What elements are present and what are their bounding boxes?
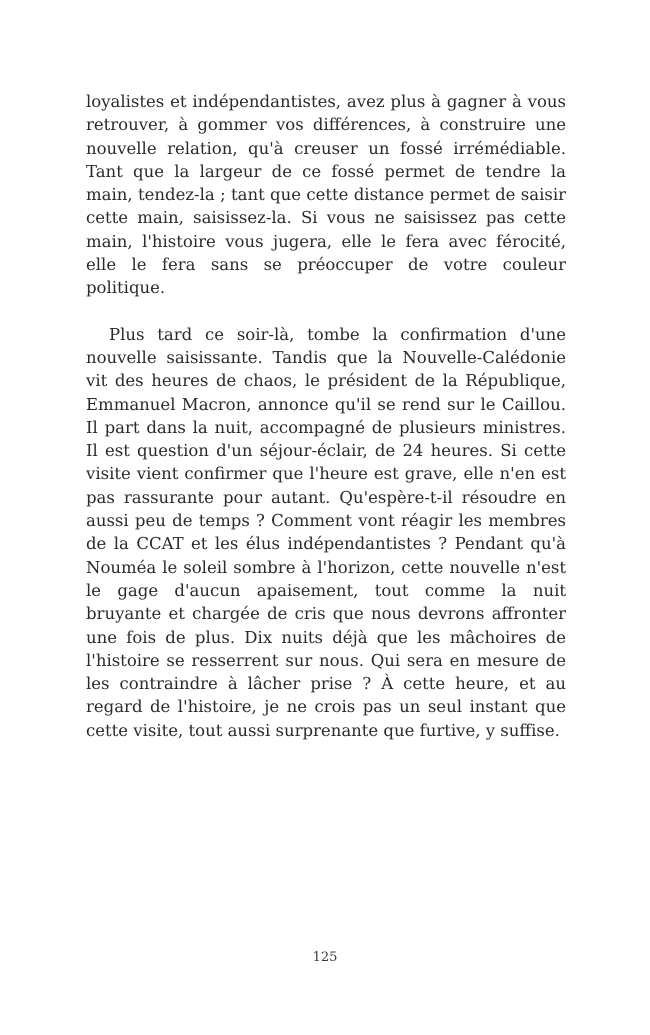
paragraph-2: Plus tard ce soir-là, tombe la confirmation d'une nouvelle saisissante. Tandis que la Nouvelle-Calédonie vit des heures de chaos, le président de la République, Emmanuel Macron, annonce qu'il se rend sur le Caillou. Il part dans la nuit, accompagné de plusieurs ministres. Il est question d'un séjour-éclair, de 24 heures. Si cette visite vient confirmer que l'heure est grave, elle n'en est pas rassurante pour autant. Qu'espère-t-il résoudre en aussi peu de temps ? Comment vont réagir les membres de la CCAT et les élus indépendantistes ? Pendant qu'à Nouméa le soleil sombre à l'horizon, cette nouvelle n'est le gage d'aucun apaisement, tout comme la nuit bruyante et chargée de cris que nous devrons affronter une fois de plus. Dix nuits déjà que les mâchoires de l'histoire se resserrent sur nous. Qui sera en mesure de les contraindre à lâcher prise ? À cette heure, et au regard de l'histoire, je ne crois pas un seul instant que cette visite, tout aussi surprenante que furtive, y suffise. — [86, 324, 566, 740]
paragraph-1: loyalistes et indépendantistes, avez plus à gagner à vous retrouver, à gommer vos différences, à construire une nouvelle relation, qu'à creuser un fossé irrémédiable. Tant que la largeur de ce fossé permet de tendre la main, tendez-la ; tant que cette distance permet de saisir cette main, saisissez-la. Si vous ne saisissez pas cette main, l'histoire vous jugera, elle le fera avec férocité, elle le fera sans se préoccuper de votre couleur politique. — [86, 92, 566, 298]
body-text — [86, 90, 566, 742]
page-number: 125 — [312, 950, 338, 965]
